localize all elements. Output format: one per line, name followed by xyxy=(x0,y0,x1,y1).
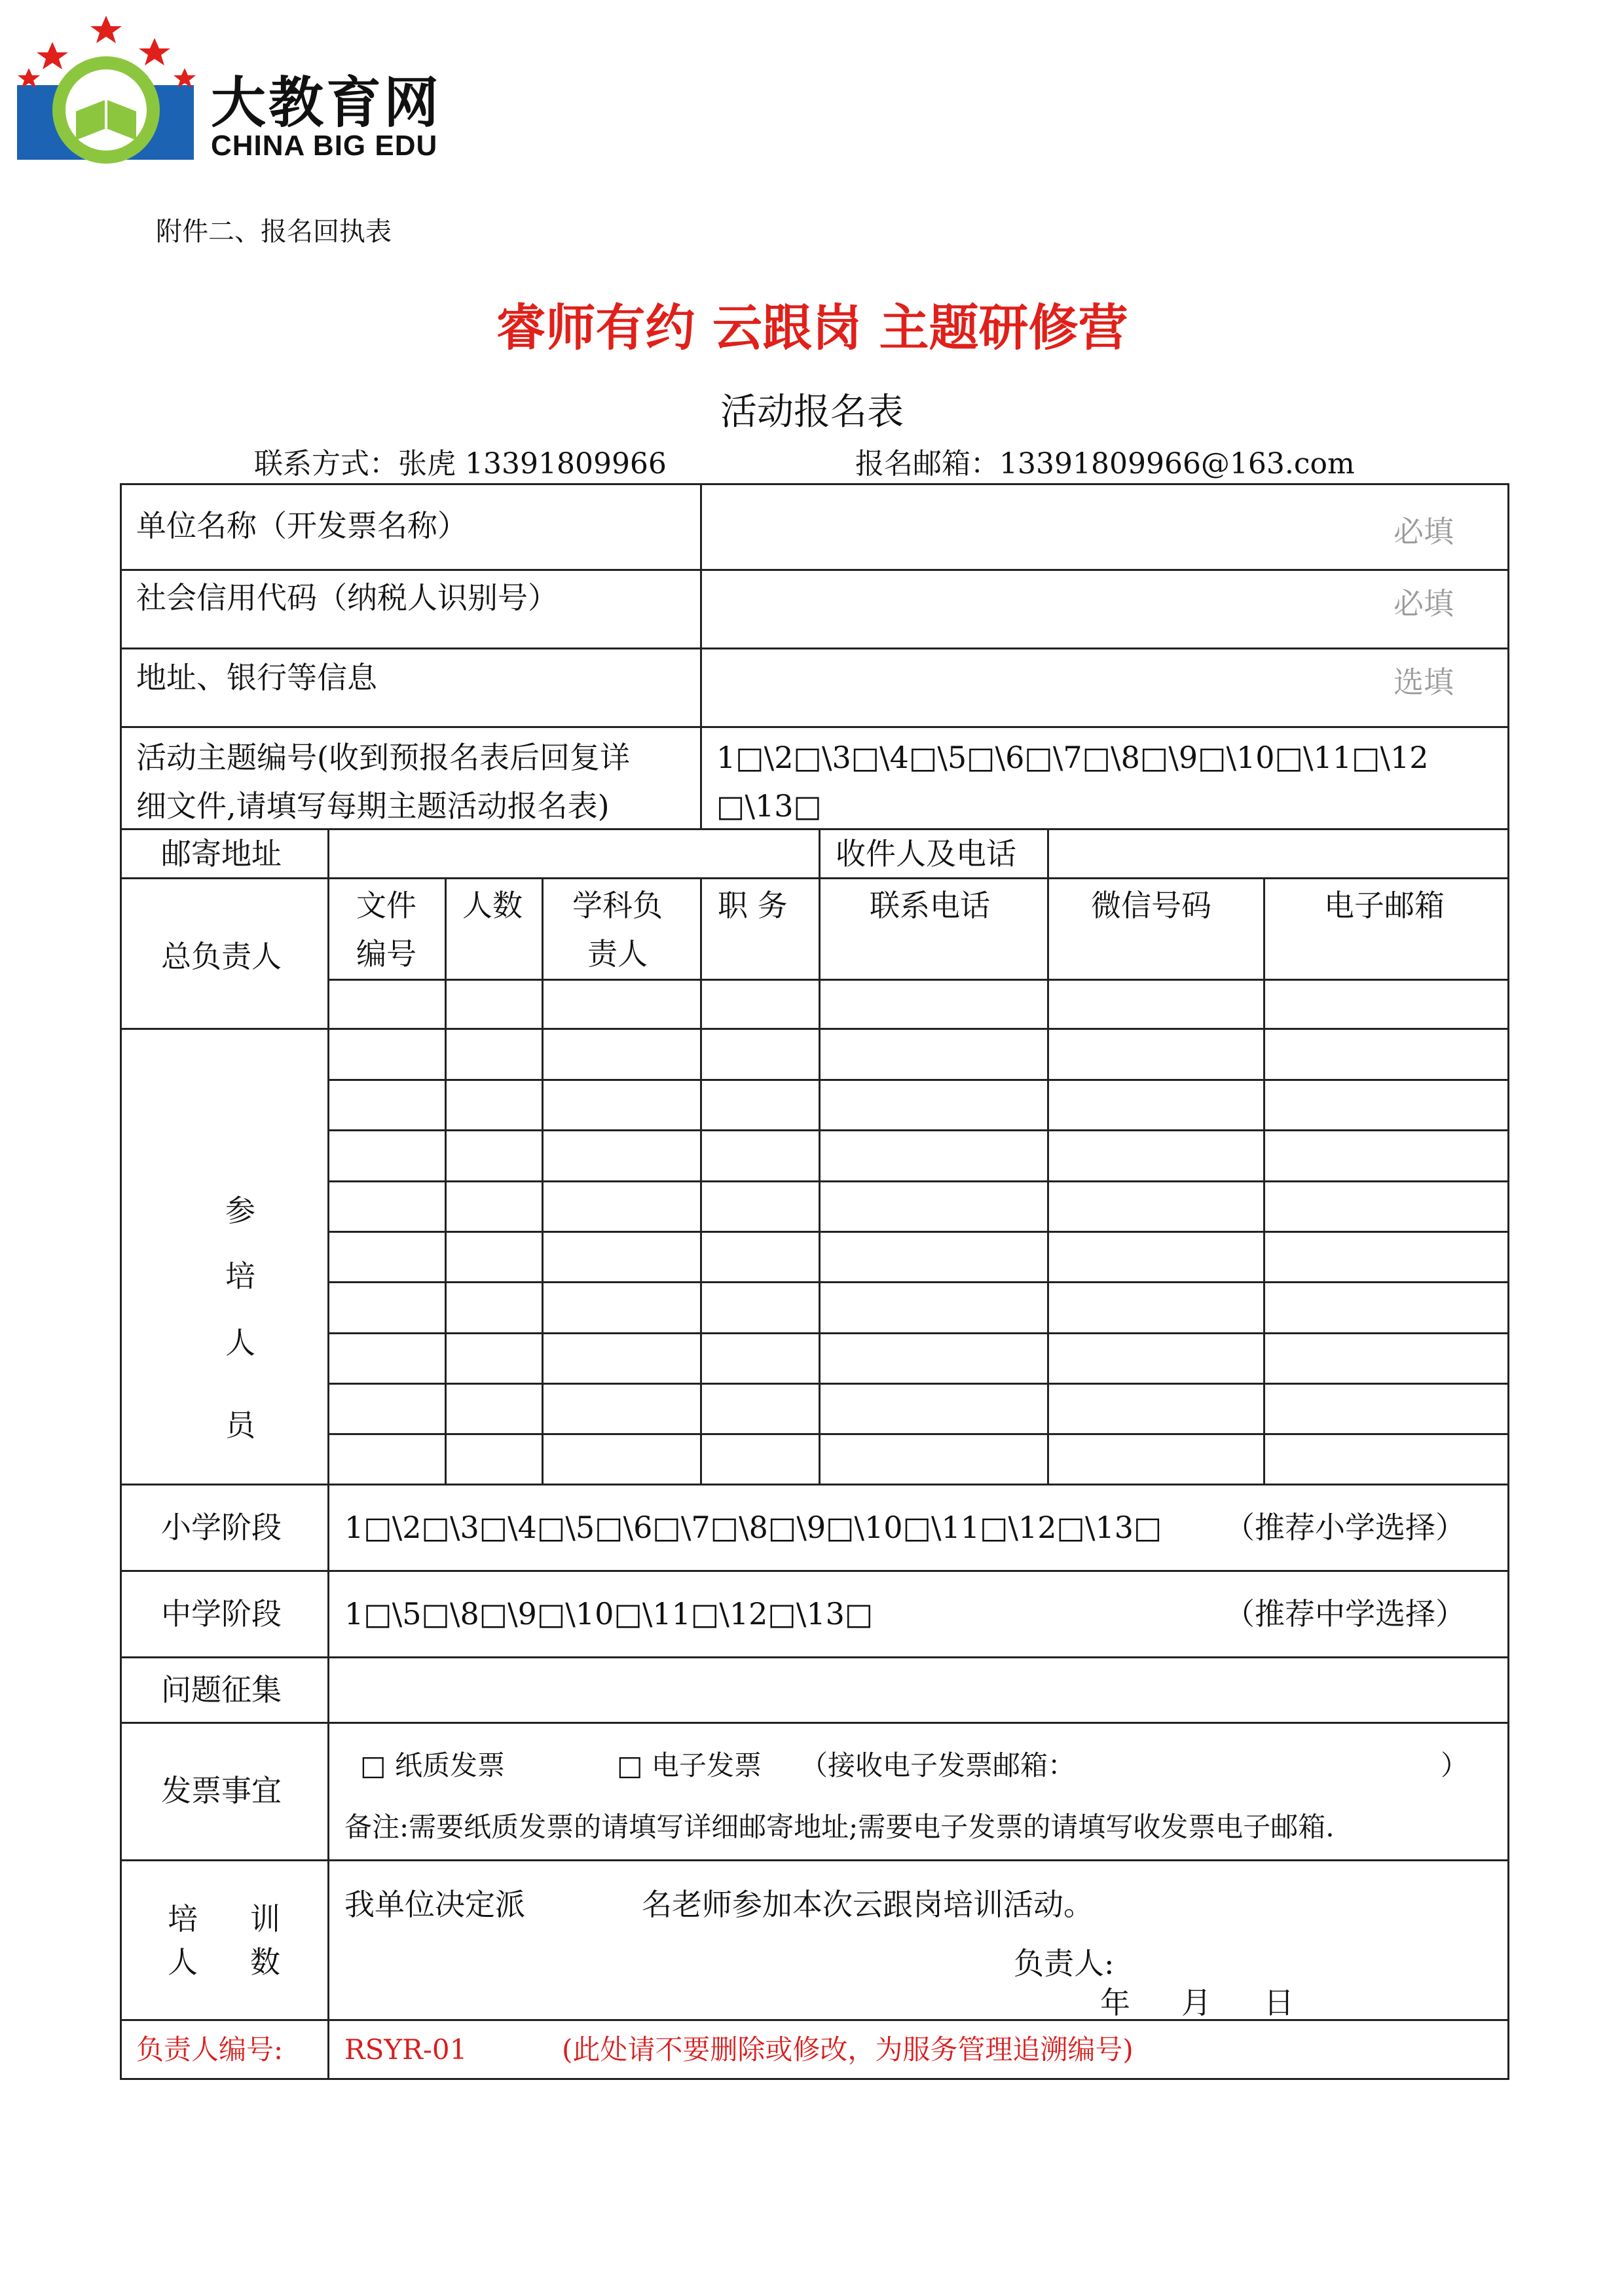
training-label-2a: 人 xyxy=(168,1944,198,1980)
middle-stage-label: 中学阶段 xyxy=(161,1596,282,1631)
invoice-note: 备注:需要纸质发票的请填写详细邮寄地址;需要电子发票的请填写收发票电子邮箱. xyxy=(344,1811,1335,1843)
invoice-email-prompt: （接收电子发票邮箱： xyxy=(800,1749,1076,1781)
invoice-paper-checkbox[interactable]: □ 纸质发票 xyxy=(360,1749,506,1781)
page-title: 睿师有约 云跟岗 主题研修营 xyxy=(496,299,1128,357)
training-label-1a: 培 xyxy=(168,1901,198,1937)
participants-char-1: 参 xyxy=(225,1193,255,1228)
address-bank-label: 地址、银行等信息 xyxy=(136,660,377,695)
training-day: 日 xyxy=(1264,1985,1294,2020)
col-wechat: 微信号码 xyxy=(1091,888,1211,923)
logo-emblem-icon xyxy=(13,13,210,164)
col-count: 人数 xyxy=(462,888,523,923)
training-text-a: 我单位决定派 xyxy=(344,1887,525,1922)
primary-stage-options[interactable]: 1□\2□\3□\4□\5□\6□\7□\8□\9□\10□\11□\12□\13□ xyxy=(344,1510,1162,1545)
credit-code-label: 社会信用代码（纳税人识别号） xyxy=(136,580,558,615)
theme-number-label-1: 活动主题编号(收到预报名表后回复详 xyxy=(136,740,630,775)
recipient-label: 收件人及电话 xyxy=(836,836,1016,871)
training-label-1b: 训 xyxy=(250,1901,280,1937)
owner-code-value: RSYR-01 xyxy=(344,2033,468,2066)
logo-subtitle: CHINA BIG EDU xyxy=(211,130,438,162)
theme-number-options-2[interactable]: □\13□ xyxy=(716,788,822,824)
theme-number-options-1[interactable]: 1□\2□\3□\4□\5□\6□\7□\8□\9□\10□\11□\12 xyxy=(716,740,1429,775)
unit-name-label: 单位名称（开发票名称） xyxy=(136,508,468,543)
participants-char-3: 人 xyxy=(225,1325,255,1360)
theme-number-label-2: 细文件,请填写每期主题活动报名表) xyxy=(136,788,610,824)
training-year: 年 xyxy=(1100,1985,1130,2020)
training-label-2b: 数 xyxy=(250,1944,280,1980)
unit-name-input[interactable]: 必填 xyxy=(1393,514,1454,549)
invoice-close-paren: ） xyxy=(1441,1749,1469,1781)
training-signer: 负责人: xyxy=(1014,1946,1115,1981)
leader-label: 总负责人 xyxy=(161,939,282,974)
credit-code-input[interactable]: 必填 xyxy=(1393,586,1454,621)
col-position: 职 务 xyxy=(718,888,788,923)
training-text-b: 名老师参加本次云跟岗培训活动。 xyxy=(642,1887,1094,1922)
primary-stage-note: （推荐小学选择） xyxy=(1225,1510,1466,1545)
attachment-label: 附件二、报名回执表 xyxy=(156,217,392,247)
logo xyxy=(13,13,485,170)
contact-email: 报名邮箱：13391809966@163.com xyxy=(855,447,1355,481)
col-phone: 联系电话 xyxy=(870,888,990,923)
form-subtitle: 活动报名表 xyxy=(720,391,904,433)
col-subject-leader: 学科负 责人 xyxy=(572,888,663,972)
middle-stage-options[interactable]: 1□\5□\8□\9□\10□\11□\12□\13□ xyxy=(344,1596,874,1631)
owner-code-label: 负责人编号: xyxy=(136,2033,284,2066)
mail-address-label: 邮寄地址 xyxy=(161,836,282,871)
participants-char-4: 员 xyxy=(225,1408,255,1443)
invoice-electronic-checkbox[interactable]: □ 电子发票 xyxy=(617,1749,762,1781)
questions-label: 问题征集 xyxy=(161,1672,282,1707)
contact-phone: 联系方式：张虎 13391809966 xyxy=(254,447,667,481)
address-bank-input[interactable]: 选填 xyxy=(1393,665,1454,700)
owner-code-note: (此处请不要删除或修改，为服务管理追溯编号) xyxy=(562,2033,1134,2066)
col-file-number: 文件 编号 xyxy=(356,888,416,972)
logo-title: 大教育网 xyxy=(211,71,442,135)
primary-stage-label: 小学阶段 xyxy=(161,1510,282,1545)
col-email: 电子邮箱 xyxy=(1324,888,1445,923)
invoice-label: 发票事宜 xyxy=(161,1773,282,1808)
middle-stage-note: （推荐中学选择） xyxy=(1225,1596,1466,1631)
training-month: 月 xyxy=(1181,1985,1211,2020)
participants-char-2: 培 xyxy=(225,1258,255,1294)
